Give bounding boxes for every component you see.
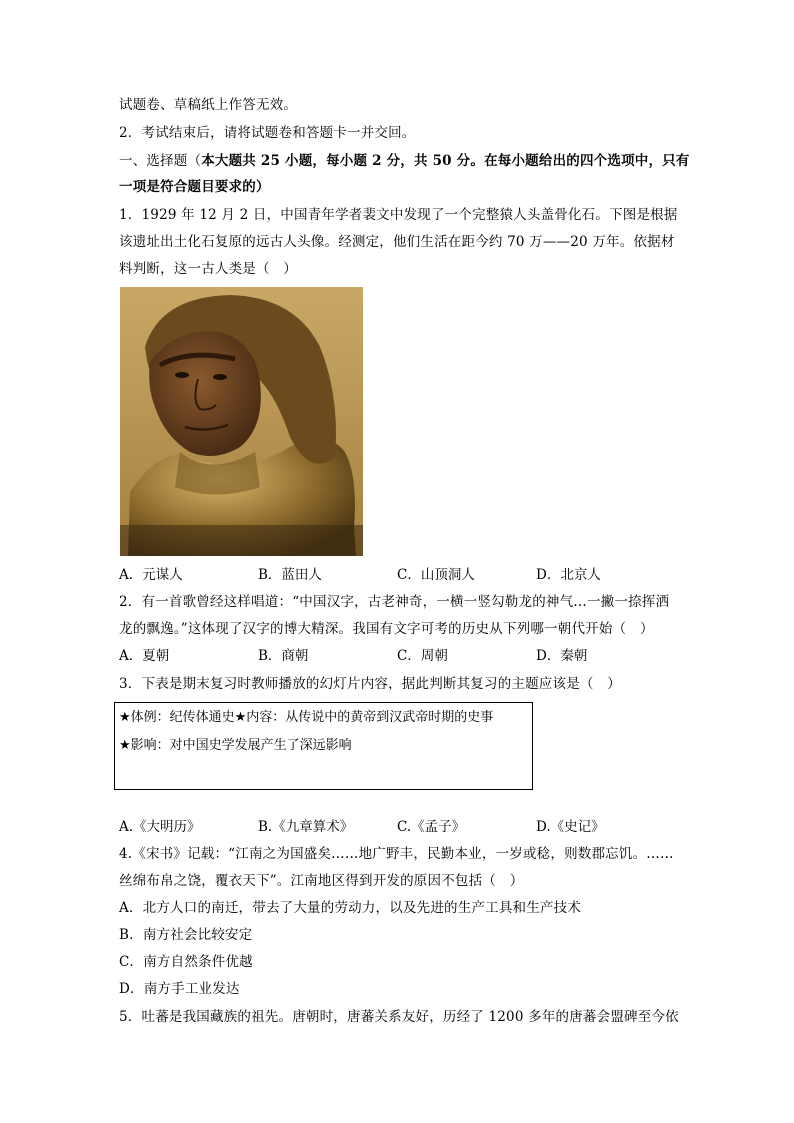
question-4-line-2: 丝绵布帛之饶，覆衣天下”。江南地区得到开发的原因不包括（ ）	[119, 873, 524, 889]
option-b[interactable]: B．商朝	[258, 648, 309, 664]
option-b[interactable]: B．南方社会比较安定	[119, 927, 253, 943]
section-heading	[119, 152, 690, 170]
option-c[interactable]: C.《孟子》	[397, 819, 466, 835]
question-2-line-2: 龙的飘逸。”这体现了汉字的博大精深。我国有文字可考的历史从下列哪一朝代开始（ ）	[119, 621, 654, 637]
question-4-line-1: 4.《宋书》记载：“江南之为国盛矣……地广野丰，民勤本业，一岁或稔，则数郡忘饥。……	[119, 846, 674, 862]
option-b[interactable]: B.《九章算术》	[258, 819, 354, 835]
option-b[interactable]: B．蓝田人	[258, 567, 322, 583]
question-2-line-1: 2．有一首歌曾经这样唱道：“中国汉字，古老神奇，一横一竖勾勒龙的神气…一撇一捺挥洒	[119, 594, 670, 610]
slide-row-1: ★体例：纪传体通史★内容：从传说中的黄帝到汉武帝时期的史事	[119, 710, 494, 725]
slide-row-2: ★影响：对中国史学发展产生了深远影响	[119, 738, 352, 753]
question-1-line-2: 该遗址出土化石复原的远古人头像。经测定，他们生活在距今约 70 万——20 万年。依据材	[119, 234, 675, 250]
section-heading-bold: 本大题共 25 小题，每小题 2 分，共 50 分。在每小题给出的四个选项中	[201, 153, 649, 169]
option-d[interactable]: D．南方手工业发达	[119, 981, 240, 997]
question-1-line-1: 1．1929 年 12 月 2 日，中国青年学者裴文中发现了一个完整猿人头盖骨化石。下图是根据	[119, 207, 678, 223]
question-5-line-1: 5．吐蕃是我国藏族的祖先。唐朝时，唐蕃关系友好，历经了 1200 多年的唐蕃会盟碑至今依	[119, 1009, 679, 1025]
instruction-line-2: 2．考试结束后，请将试题卷和答题卡一并交回。	[119, 125, 416, 141]
option-c[interactable]: C．山顶洞人	[397, 567, 475, 583]
question-3-line-1: 3．下表是期末复习时教师播放的幻灯片内容，据此判断其复习的主题应该是（ ）	[119, 676, 621, 692]
option-a[interactable]: A．元谋人	[119, 567, 183, 583]
peking-man-bust-image	[120, 287, 363, 556]
section-prefix: 一、选择题（	[119, 153, 202, 169]
option-d[interactable]: D．北京人	[536, 567, 601, 583]
question-1-line-3: 料判断，这一古人类是（ ）	[119, 261, 298, 277]
option-c[interactable]: C．南方自然条件优越	[119, 954, 253, 970]
section-heading-line-2: 一项是符合题目要求的）	[119, 179, 270, 195]
option-d[interactable]: D.《史记》	[536, 819, 605, 835]
option-a[interactable]: A．北方人口的南迁，带去了大量的劳动力，以及先进的生产工具和生产技术	[119, 900, 582, 916]
section-heading-suffix: ，只有	[648, 153, 690, 169]
option-c[interactable]: C．周朝	[397, 648, 448, 664]
option-a[interactable]: A．夏朝	[119, 648, 170, 664]
slide-content-table	[114, 702, 533, 790]
instruction-line-1: 试题卷、草稿纸上作答无效。	[119, 97, 298, 113]
option-a[interactable]: A.《大明历》	[119, 819, 201, 835]
option-d[interactable]: D．秦朝	[536, 648, 588, 664]
